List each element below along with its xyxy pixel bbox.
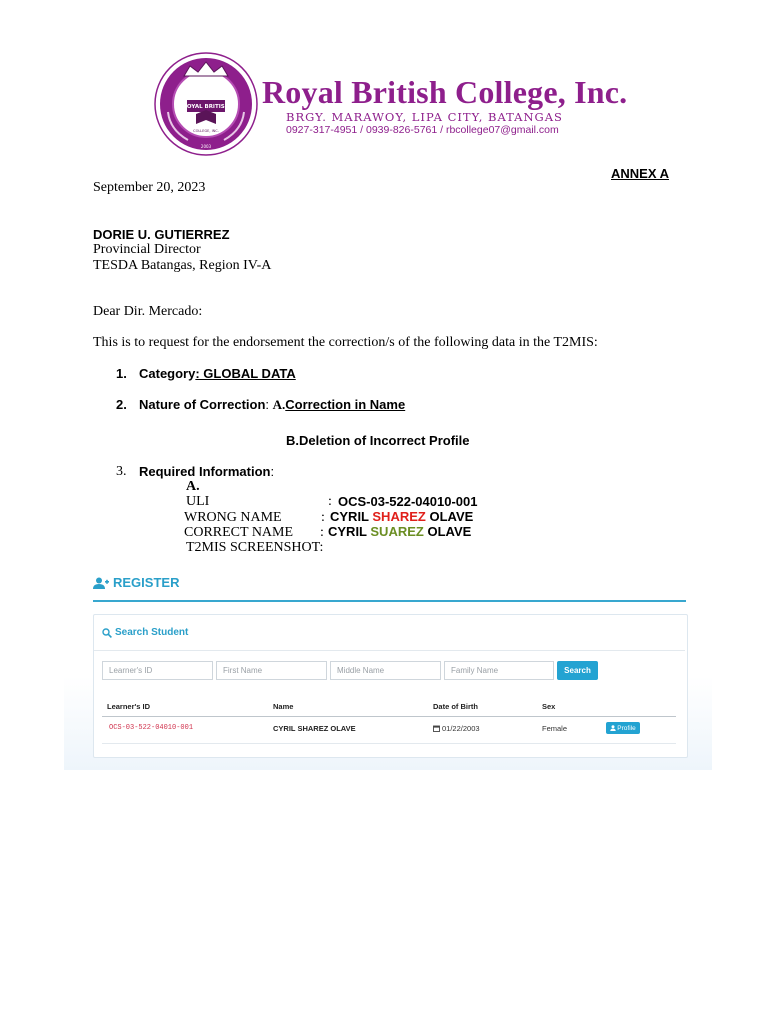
column-name: Name	[273, 702, 294, 711]
item-3-sub-a: A.	[186, 479, 200, 494]
correct-middle: SUAREZ	[370, 524, 424, 539]
wrong-name-value	[330, 509, 473, 524]
user-plus-icon	[93, 577, 109, 589]
profile-button[interactable]	[606, 722, 640, 734]
learner-id-input[interactable]	[102, 661, 213, 680]
item-1-number: 1.	[116, 366, 127, 381]
item-2-letter: A.	[272, 397, 286, 412]
row-name: CYRIL SHAREZ OLAVE	[273, 724, 356, 733]
item-3-label: Required Information	[139, 464, 271, 479]
item-2-number: 2.	[116, 397, 127, 412]
row-date-of-birth	[433, 724, 480, 733]
correct-first: CYRIL	[328, 524, 367, 539]
item-2-option-b: B.Deletion of Incorrect Profile	[286, 433, 470, 448]
row-learner-id: OCS-03-522-04010-001	[109, 724, 194, 732]
seal-year: 2003	[200, 144, 212, 149]
register-label: REGISTER	[113, 575, 180, 590]
table-header-divider	[102, 716, 676, 717]
card-divider	[94, 650, 685, 651]
search-student-label: Search Student	[115, 627, 189, 638]
register-divider	[93, 600, 686, 602]
row-sex: Female	[542, 724, 568, 733]
college-name: Royal British College, Inc.	[262, 74, 628, 110]
row-dob-value: 01/22/2003	[442, 724, 480, 733]
middle-name-input[interactable]	[330, 661, 441, 680]
recipient-name: DORIE U. GUTIERREZ	[93, 227, 230, 242]
wrong-first: CYRIL	[330, 509, 369, 524]
body-text: This is to request for the endorsement the correction/s of the following data in the T2MIS:	[93, 335, 598, 350]
correct-last: OLAVE	[427, 524, 472, 539]
correct-name-label: CORRECT NAME	[184, 525, 294, 540]
college-contact: 0927-317-4951 / 0939-826-5761 / rbcollege07@gmail.com	[286, 124, 559, 136]
item-1	[139, 366, 296, 381]
uli-label: ULI	[186, 494, 210, 509]
item-2-label: Nature of Correction	[139, 397, 266, 412]
item-2	[139, 397, 405, 413]
college-seal-logo	[154, 52, 258, 156]
column-learner-id: Learner's ID	[107, 702, 151, 711]
screenshot-label: T2MIS SCREENSHOT:	[186, 540, 324, 555]
search-student-title	[102, 627, 188, 638]
column-sex: Sex	[542, 702, 556, 711]
profile-label: Profile	[617, 724, 636, 732]
family-name-input[interactable]	[444, 661, 554, 680]
letter-date: September 20, 2023	[93, 180, 206, 195]
register-heading	[93, 575, 179, 590]
uli-value: OCS-03-522-04010-001	[338, 494, 478, 509]
item-2-sep: :	[265, 397, 273, 412]
recipient-office: TESDA Batangas, Region IV-A	[93, 258, 272, 273]
correct-name-value	[328, 524, 471, 539]
uli-sep: :	[328, 494, 332, 509]
item-3-number: 3.	[116, 464, 127, 479]
seal-text-line1: ROYAL BRITISH	[182, 104, 230, 110]
correct-name-sep: :	[320, 525, 324, 540]
item-1-value: : GLOBAL DATA	[195, 366, 296, 381]
search-icon	[102, 628, 112, 638]
item-3-sep: :	[270, 464, 275, 479]
wrong-name-label: WRONG NAME	[184, 510, 282, 525]
wrong-name-sep: :	[321, 510, 325, 525]
column-date-of-birth: Date of Birth	[433, 702, 478, 711]
table-row-divider	[102, 743, 676, 744]
first-name-input[interactable]	[216, 661, 327, 680]
calendar-icon	[433, 725, 440, 732]
wrong-middle: SHAREZ	[372, 509, 426, 524]
salutation: Dear Dir. Mercado:	[93, 304, 203, 319]
annex-label: ANNEX A	[611, 166, 670, 181]
search-button[interactable]: Search	[557, 661, 598, 680]
college-address: BRGY. MARAWOY, LIPA CITY, BATANGAS	[286, 110, 563, 124]
user-icon	[610, 725, 616, 731]
item-1-label: Category	[139, 366, 196, 381]
seal-text-line2: COLLEGE, INC.	[193, 129, 219, 133]
item-3	[139, 464, 274, 479]
recipient-title: Provincial Director	[93, 242, 201, 257]
item-2-value: Correction in Name	[285, 397, 406, 412]
wrong-last: OLAVE	[429, 509, 474, 524]
